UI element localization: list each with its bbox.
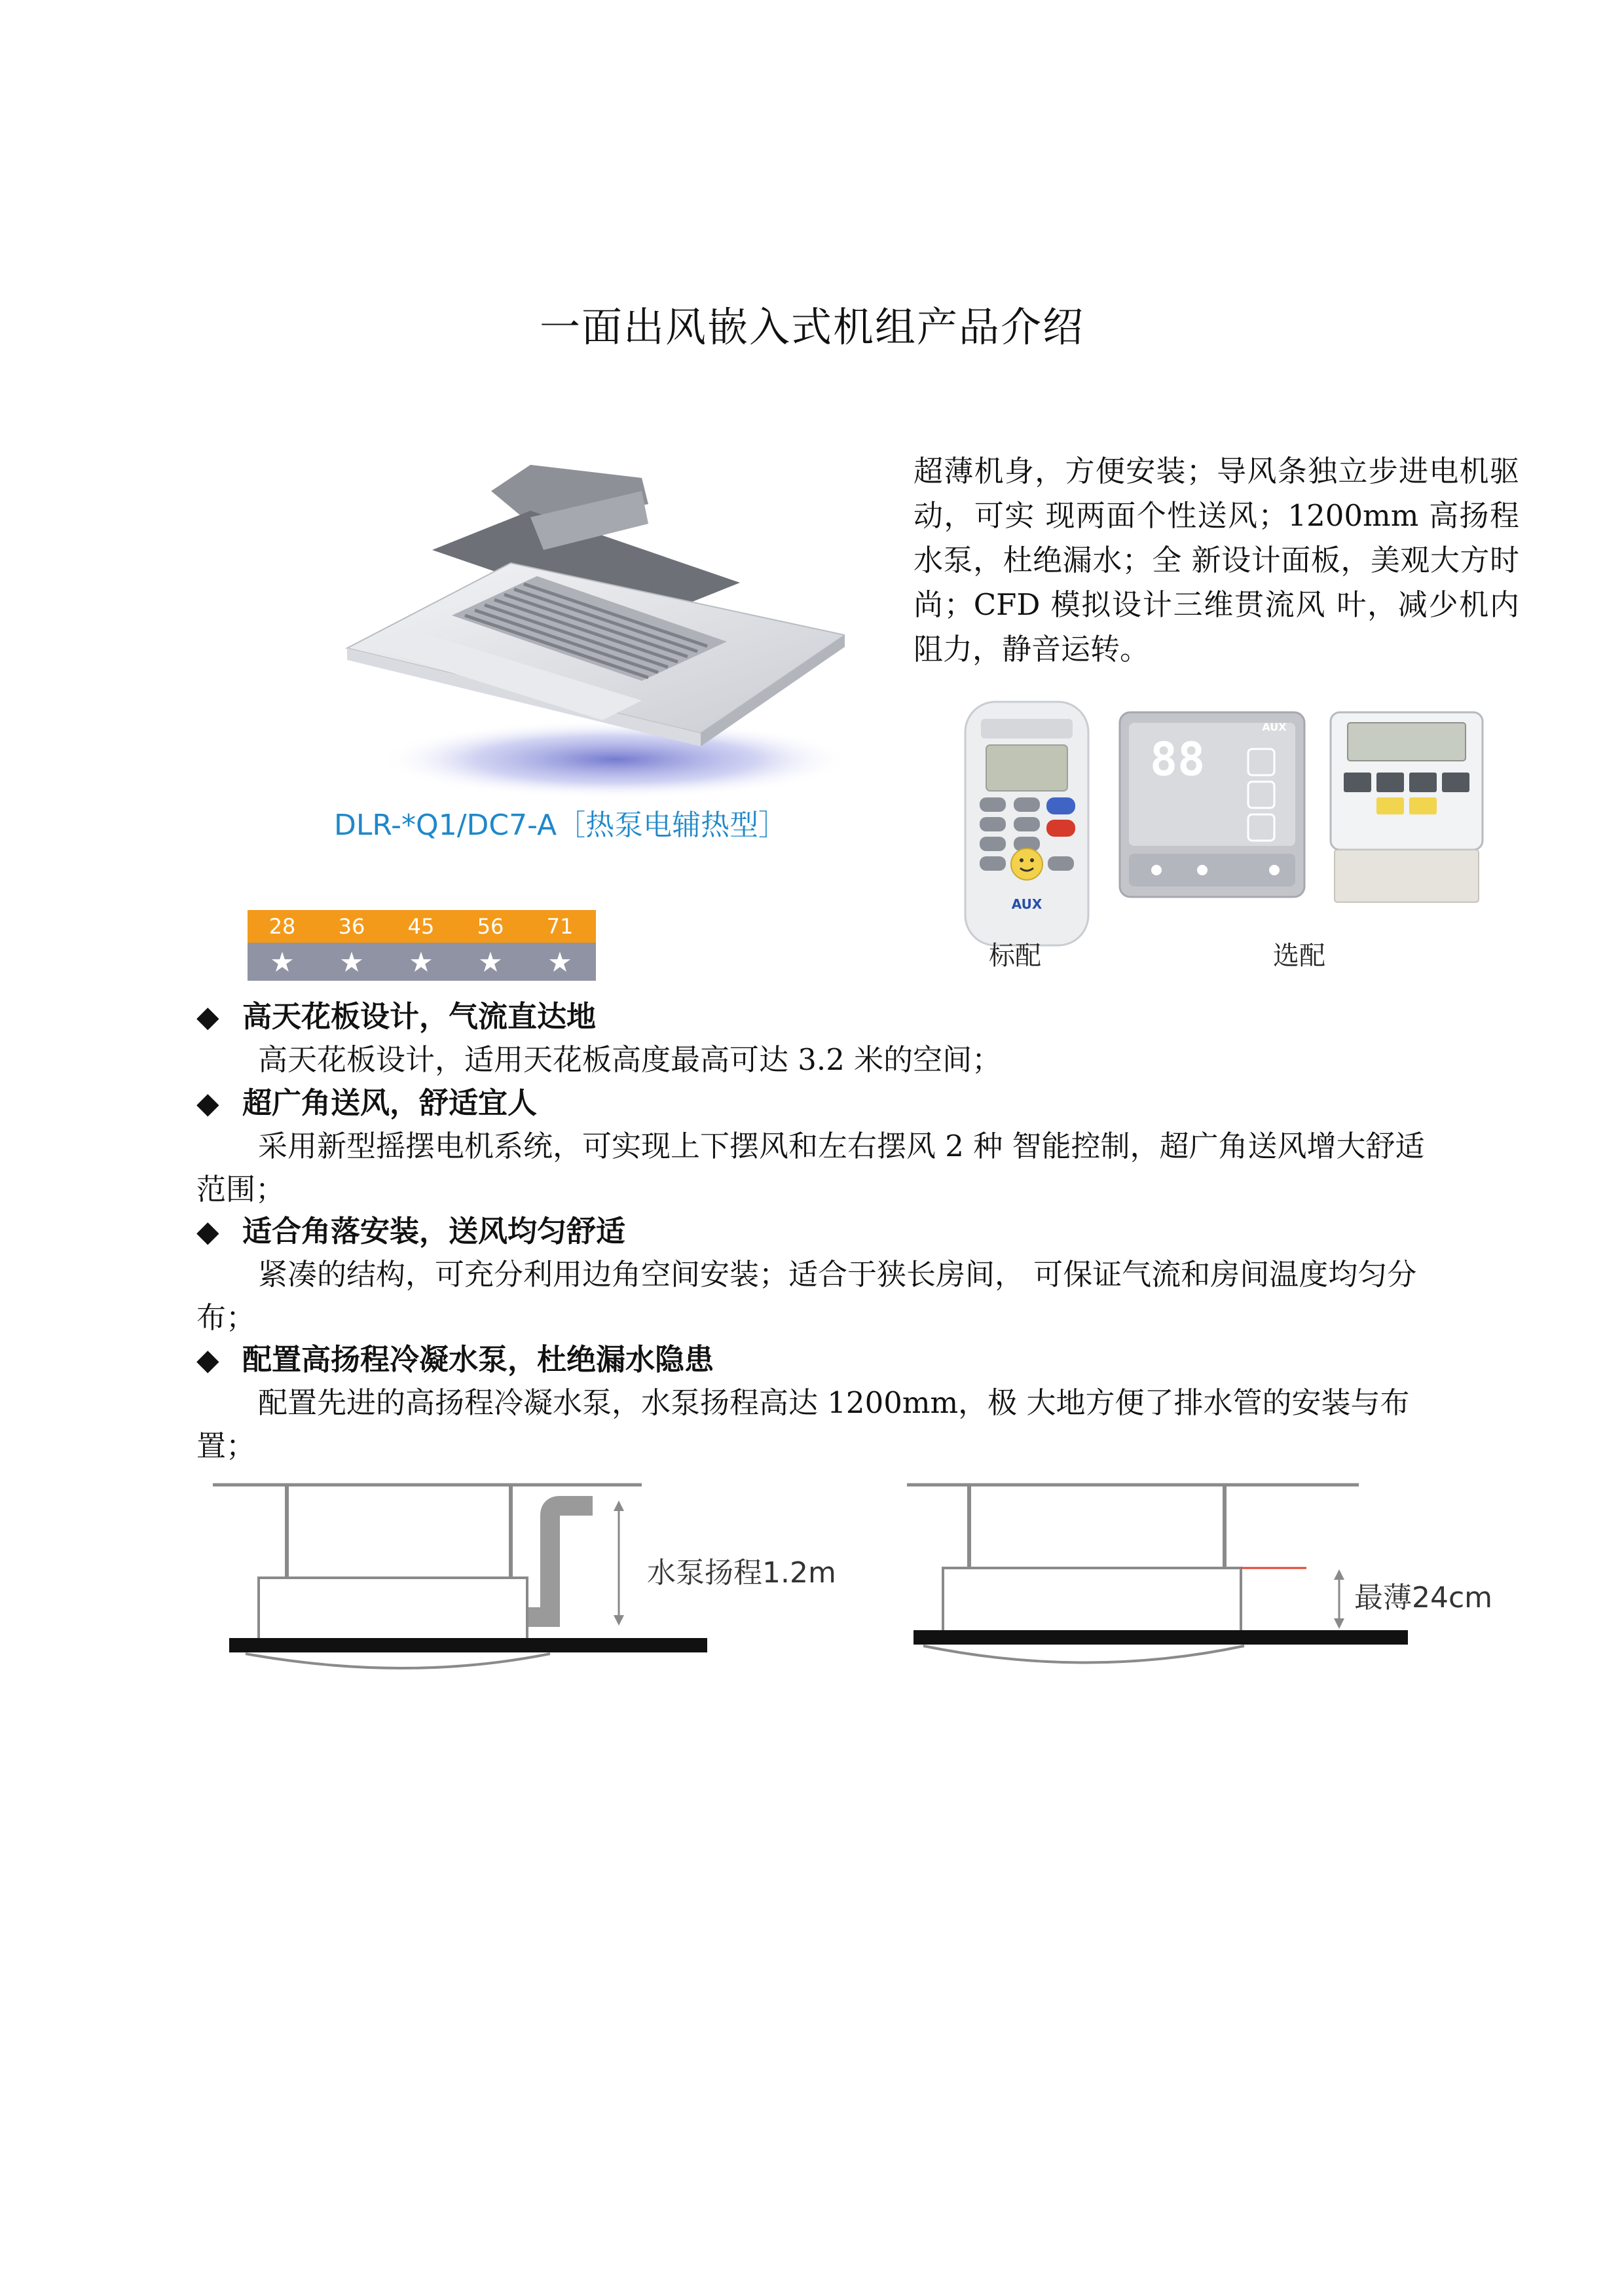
capacity-bar [248, 910, 596, 981]
feature-heading: 适合角落安装，送风均匀舒适 [242, 1214, 626, 1248]
ceiling-unit-image [334, 452, 845, 845]
optional-config-label: 选配 [1273, 941, 1325, 971]
feature-block [196, 1338, 1441, 1468]
thin-body-label: 最薄24cm [1354, 1581, 1493, 1614]
feature-body: 采用新型摇摆电机系统，可实现上下摆风和左右摆风 2 种 智能控制，超广角送风增大舒适范围； [196, 1129, 1425, 1207]
model-label: DLR-*Q1/DC7-A［热泵电辅热型］ [334, 809, 788, 842]
diamond-bullet-icon: ◆ [196, 1214, 219, 1248]
feature-body: 高天花板设计，适用天花板高度最高可达 3.2 米的空间； [258, 1042, 1002, 1077]
panel-brand: AUX [1262, 721, 1287, 733]
pump-head-label: 水泵扬程1.2m [647, 1556, 836, 1590]
feature-block [196, 1210, 1441, 1339]
remote-controller-image [961, 699, 1092, 948]
capacity-value: 28 [268, 914, 296, 939]
diamond-bullet-icon: ◆ [196, 1085, 219, 1120]
star-icon: ★ [547, 945, 572, 978]
intro-paragraph: 超薄机身，方便安装；导风条独立步进电机驱动，可实 现两面个性送风；1200mm 高扬程水泵，杜绝漏水；全 新设计面板，美观大方时尚；CFD 模拟设计三维贯流风 叶，减少机内阻力，静音运转。 [913, 454, 1519, 666]
wired-controller-image [1328, 710, 1485, 906]
remote-brand: AUX [1011, 896, 1043, 912]
star-icon: ★ [270, 945, 295, 978]
feature-block [196, 995, 1441, 1082]
feature-heading: 高天花板设计，气流直达地 [242, 999, 597, 1034]
star-icon: ★ [478, 945, 503, 978]
standard-config-label: 标配 [989, 941, 1041, 971]
diamond-bullet-icon: ◆ [196, 1342, 219, 1377]
star-icon: ★ [409, 945, 434, 978]
feature-heading: 超广角送风，舒适宜人 [242, 1085, 538, 1120]
feature-block [196, 1082, 1441, 1211]
feature-heading: 配置高扬程冷凝水泵，杜绝漏水隐患 [242, 1342, 714, 1377]
diamond-bullet-icon: ◆ [196, 999, 219, 1034]
panel-display: 88 [1150, 733, 1206, 786]
thin-body-diagram [904, 1473, 1428, 1689]
capacity-value: 56 [477, 914, 504, 939]
wall-panel-image [1117, 710, 1307, 900]
page-title: 一面出风嵌入式机组产品介绍 [539, 303, 1084, 351]
capacity-value: 45 [407, 914, 435, 939]
feature-body: 紧凑的结构，可充分利用边角空间安装；适合于狭长房间， 可保证气流和房间温度均匀分布； [196, 1257, 1417, 1335]
feature-body: 配置先进的高扬程冷凝水泵，水泵扬程高达 1200mm，极 大地方便了排水管的安装与布置； [196, 1385, 1410, 1463]
star-icon: ★ [339, 945, 364, 978]
capacity-value: 36 [338, 914, 365, 939]
pump-head-diagram [210, 1473, 707, 1689]
capacity-value: 71 [546, 914, 574, 939]
